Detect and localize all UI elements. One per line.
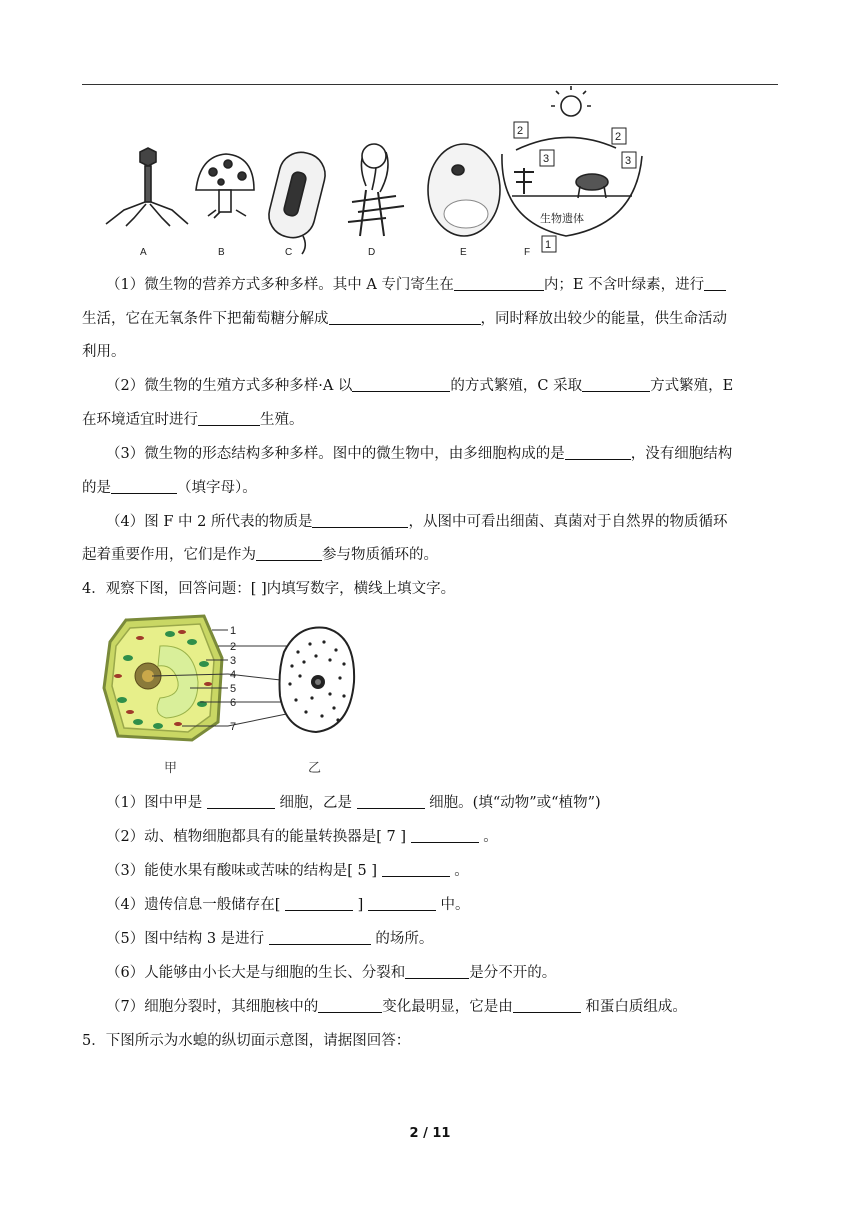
- answer-blank[interactable]: [312, 512, 408, 528]
- q4-s3: （3）能使水果有酸味或苦味的结构是[ 5 ] 。: [106, 863, 469, 879]
- cell-num-5: 5: [230, 683, 237, 695]
- answer-blank[interactable]: [207, 793, 275, 809]
- answer-blank[interactable]: [382, 861, 450, 877]
- f-box-3-left: 3: [543, 153, 550, 165]
- answer-blank[interactable]: [513, 997, 581, 1013]
- answer-blank[interactable]: [454, 275, 544, 291]
- answer-blank[interactable]: [405, 963, 469, 979]
- q3-p1-line1: （1）微生物的营养方式多种多样。其中 A 专门寄生在 内；E 不含叶绿素，进行: [106, 275, 806, 295]
- q3-p4-line1: （4）图 F 中 2 所代表的物质是 ，从图中可看出细菌、真菌对于自然界的物质循环: [106, 514, 728, 530]
- answer-blank[interactable]: [582, 376, 650, 392]
- answer-blank[interactable]: [352, 376, 450, 392]
- answer-blank[interactable]: [704, 275, 726, 291]
- q4-s6: （6）人能够由小长大是与细胞的生长、分裂和 是分不开的。: [106, 965, 557, 981]
- answer-blank[interactable]: [285, 895, 353, 911]
- answer-blank[interactable]: [269, 929, 371, 945]
- answer-blank[interactable]: [256, 545, 322, 561]
- q4-s5: （5）图中结构 3 是进行 的场所。: [106, 931, 434, 947]
- q3-p3-line2: 的是 （填字母）。: [82, 480, 257, 496]
- label-e: E: [460, 247, 467, 258]
- q5-heading: 5．下图所示为水螅的纵切面示意图，请据图回答：: [82, 1033, 411, 1049]
- answer-blank[interactable]: [198, 410, 260, 426]
- q3-p1-line3: 利用。: [82, 344, 126, 360]
- cell-num-4: 4: [230, 669, 237, 681]
- label-a: A: [140, 247, 147, 258]
- cell-num-7: 7: [230, 721, 237, 733]
- q4-s7: （7）细胞分裂时，其细胞核中的 变化最明显，它是由 和蛋白质组成。: [106, 999, 687, 1015]
- f-box-3-right: 3: [625, 155, 632, 167]
- label-b: B: [218, 247, 225, 258]
- label-yi: 乙: [308, 761, 322, 776]
- header-rule: [82, 84, 778, 85]
- cell-num-6: 6: [230, 697, 237, 709]
- q3-p4-line2: 起着重要作用，它们是作为 参与物质循环的。: [82, 547, 438, 563]
- cell-num-2: 2: [230, 641, 237, 653]
- f-box-2-left: 2: [517, 125, 524, 137]
- f-center-text: 生物遗体: [540, 212, 584, 225]
- label-jia: 甲: [164, 761, 178, 776]
- q4-s1: （1）图中甲是 细胞，乙是 细胞。(填“动物”或“植物”): [106, 795, 601, 811]
- q3-p2-line2: 在环境适宜时进行 生殖。: [82, 412, 304, 428]
- label-c: C: [285, 247, 293, 258]
- q4-s4: （4）遗传信息一般储存在[ ] 中。: [106, 897, 470, 913]
- label-d: D: [368, 247, 376, 258]
- answer-blank[interactable]: [411, 827, 479, 843]
- cell-figure: [100, 612, 362, 780]
- page-number: 2 / 11: [409, 1126, 451, 1141]
- f-box-2-right: 2: [615, 131, 622, 143]
- microorganisms-figure: [96, 86, 666, 264]
- q4-heading: 4．观察下图，回答问题：[ ]内填写数字，横线上填文字。: [82, 581, 456, 597]
- cell-num-1: 1: [230, 625, 237, 637]
- q3-p3-line1: （3）微生物的形态结构多种多样。图中的微生物中，由多细胞构成的是 ，没有细胞结构: [106, 446, 733, 462]
- q3-p2-line1: （2）微生物的生殖方式多种多样·A 以 的方式繁殖，C 采取 方式繁殖，E: [106, 378, 734, 394]
- answer-blank[interactable]: [368, 895, 436, 911]
- answer-blank[interactable]: [357, 793, 425, 809]
- answer-blank[interactable]: [329, 309, 481, 325]
- answer-blank[interactable]: [318, 997, 382, 1013]
- answer-blank[interactable]: [111, 478, 177, 494]
- cell-num-3: 3: [230, 655, 237, 667]
- q3-p1-line2: 生活，它在无氧条件下把葡萄糖分解成 ，同时释放出较少的能量，供生命活动: [82, 311, 727, 327]
- q4-s2: （2）动、植物细胞都具有的能量转换器是[ 7 ] 。: [106, 829, 498, 845]
- label-f: F: [524, 247, 531, 258]
- answer-blank[interactable]: [565, 444, 631, 460]
- f-box-1: 1: [545, 239, 552, 251]
